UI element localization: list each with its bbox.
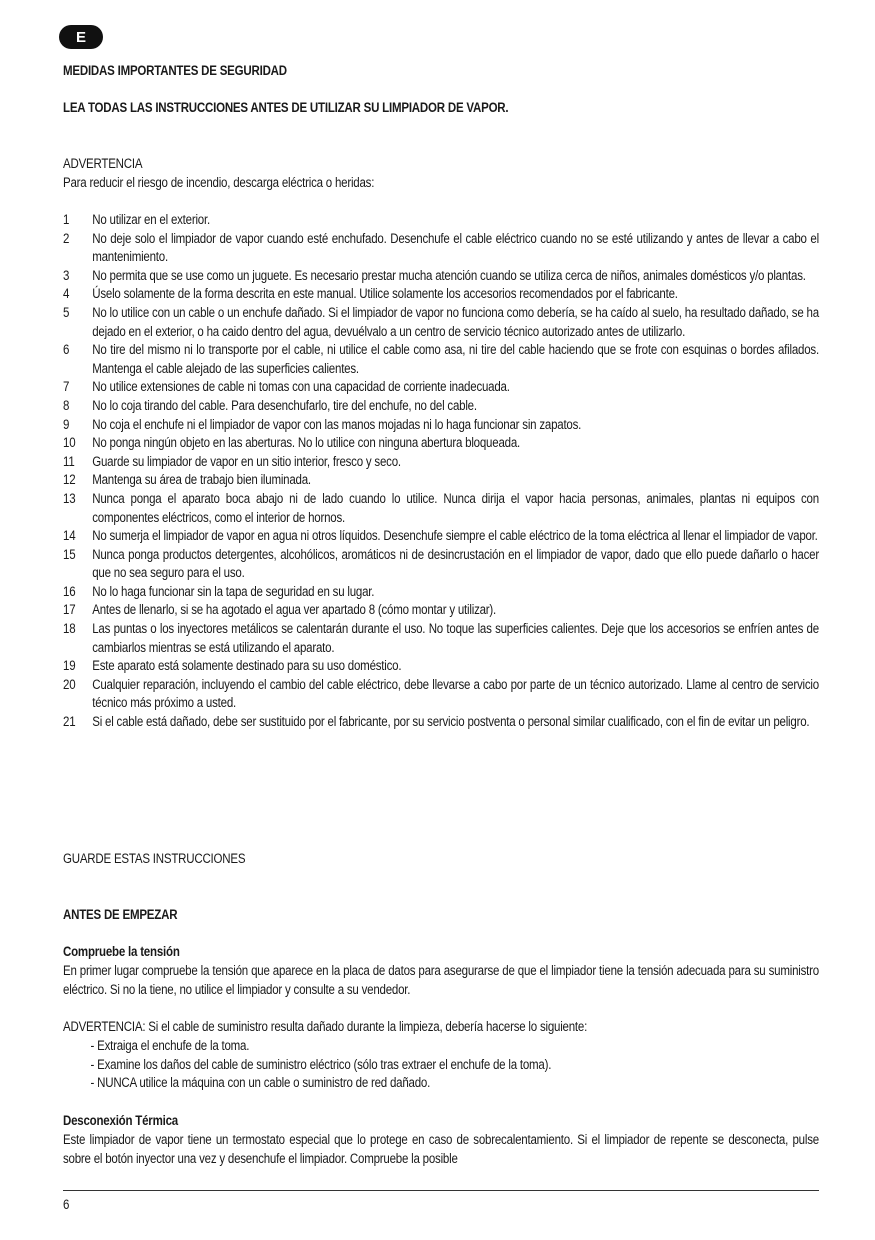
- safety-item: [63, 341, 819, 378]
- safety-item: [63, 211, 819, 230]
- safety-list: [63, 211, 819, 732]
- cable-warning: ADVERTENCIA: Si el cable de suministro resulta dañado durante la limpieza, debería hacerse lo siguiente:: [63, 1019, 588, 1034]
- safety-item-text: No lo utilice con un cable o un enchufe dañado. Si el limpiador de vapor no funciona como debería, se ha caído al suelo, ha resultado dañado, se ha dejado en el exterior, o ha caido dentro del agua, devuélvalo a un centro de servicio técnico autorizado antes de utilizarlo.: [92, 304, 819, 339]
- safety-item-number: 9: [63, 416, 70, 432]
- cable-step: - NUNCA utilice la máquina con un cable o suministro de red dañado.: [90, 1075, 431, 1090]
- safety-item-text: Las puntas o los inyectores metálicos se calentarán durante el uso. No toque las superficies calientes. Deje que los accesorios se enfríen antes de cambiarlos mientras se está utilizando el aparato.: [92, 621, 819, 655]
- safety-item-text: No lo coja tirando del cable. Para desenchufarlo, tire del enchufe, no del cable.: [92, 397, 477, 413]
- voltage-heading: Compruebe la tensión: [63, 944, 180, 959]
- safety-item: [63, 453, 819, 472]
- safety-item-text: Este aparato está solamente destinado para su uso doméstico.: [92, 658, 402, 674]
- safety-item-text: No sumerja el limpiador de vapor en agua ni otros líquidos. Desenchufe siempre el cable eléctrico de la toma eléctrica al llenar el limpiador de vapor.: [92, 528, 818, 544]
- safety-item: [63, 620, 819, 657]
- safety-item: [63, 713, 819, 732]
- safety-item-text: Mantenga su área de trabajo bien iluminada.: [92, 472, 311, 488]
- safety-item-number: 21: [63, 714, 76, 730]
- safety-item-number: 8: [63, 397, 70, 413]
- page-number: 6: [63, 1197, 70, 1212]
- safety-item: [63, 583, 819, 602]
- safety-item-number: 14: [63, 528, 76, 544]
- safety-item: [63, 304, 819, 341]
- safety-item-number: 16: [63, 583, 76, 599]
- safety-item: [63, 267, 819, 286]
- footer-divider: [63, 1190, 819, 1191]
- safety-item-number: 5: [63, 304, 70, 320]
- safety-item-number: 18: [63, 621, 76, 637]
- keep-instructions: GUARDE ESTAS INSTRUCCIONES: [63, 851, 246, 866]
- safety-item-text: Nunca ponga productos detergentes, alcohólicos, aromáticos ni de desincrustación en el limpiador de vapor, dado que ello puede dañarlo o hacer que no sea seguro para el uso.: [92, 546, 819, 581]
- safety-item: [63, 527, 819, 546]
- safety-item-number: 17: [63, 602, 76, 618]
- warning-heading: ADVERTENCIA: [63, 156, 143, 171]
- safety-item: [63, 657, 819, 676]
- safety-item-text: No permita que se use como un juguete. Es necesario prestar mucha atención cuando se utiliza cerca de niños, animales domésticos y/o plantas.: [92, 267, 806, 283]
- safety-item-text: Guarde su limpiador de vapor en un sitio interior, fresco y seco.: [92, 453, 401, 469]
- safety-item-text: No utilizar en el exterior.: [92, 212, 210, 227]
- voltage-text: En primer lugar compruebe la tensión que aparece en la placa de datos para asegurarse de que el limpiador tiene la tensión adecuada para su suministro eléctrico. Si no la tiene, no utilice el limpiador y consulte a su vendedor.: [63, 963, 819, 997]
- safety-item: [63, 676, 819, 713]
- safety-item-text: No deje solo el limpiador de vapor cuando esté enchufado. Desenchufe el cable eléctrico cuando no se esté utilizando y antes de llevar a cabo el mantenimiento.: [92, 230, 819, 265]
- safety-item: [63, 230, 819, 267]
- cable-step: - Extraiga el enchufe de la toma.: [90, 1038, 250, 1053]
- page-subtitle: LEA TODAS LAS INSTRUCCIONES ANTES DE UTILIZAR SU LIMPIADOR DE VAPOR.: [63, 100, 509, 115]
- safety-item-number: 11: [63, 453, 75, 469]
- safety-item-number: 12: [63, 472, 76, 488]
- safety-item-text: No utilice extensiones de cable ni tomas con una capacidad de corriente inadecuada.: [92, 379, 510, 395]
- safety-item: [63, 285, 819, 304]
- thermal-text: Este limpiador de vapor tiene un termostato especial que lo protege en caso de sobrecalentamiento. Si el limpiador de repente se desconecta, pulse sobre el botón inyector una vez y desenchufe el limpiador. Compruebe la posible: [63, 1132, 819, 1166]
- safety-item: [63, 416, 819, 435]
- page-title: MEDIDAS IMPORTANTES DE SEGURIDAD: [63, 63, 287, 78]
- safety-item: [63, 378, 819, 397]
- safety-item-text: Cualquier reparación, incluyendo el cambio del cable eléctrico, debe llevarse a cabo por parte de un técnico autorizado. Llame al centro de servicio técnico más próximo a usted.: [92, 676, 819, 711]
- safety-item-number: 2: [63, 230, 70, 246]
- safety-item: [63, 601, 819, 620]
- safety-item: [63, 397, 819, 416]
- safety-item-number: 4: [63, 286, 70, 302]
- safety-item-number: 1: [63, 212, 70, 227]
- safety-item-number: 19: [63, 658, 76, 674]
- safety-item-text: No lo haga funcionar sin la tapa de seguridad en su lugar.: [92, 583, 375, 599]
- safety-item: [63, 434, 819, 453]
- language-badge: E: [59, 25, 103, 49]
- cable-step: - Examine los daños del cable de suministro eléctrico (sólo tras extraer el enchufe de la toma).: [90, 1057, 552, 1072]
- safety-item-number: 20: [63, 676, 76, 692]
- safety-item-number: 13: [63, 490, 76, 506]
- safety-item-text: No tire del mismo ni lo transporte por el cable, ni utilice el cable como asa, ni tire del cable haciendo que se frote con esquinas o bordes afilados. Mantenga el cable alejado de las superficies calientes.: [92, 342, 819, 376]
- safety-item: [63, 471, 819, 490]
- safety-item-text: Nunca ponga el aparato boca abajo ni de lado cuando lo utilice. Nunca dirija el vapor hacia personas, animales, plantas ni equipos con componentes eléctricos, como el interior de hornos.: [92, 490, 819, 525]
- before-heading: ANTES DE EMPEZAR: [63, 907, 178, 922]
- safety-item: [63, 546, 819, 583]
- thermal-heading: Desconexión Térmica: [63, 1113, 178, 1128]
- safety-item-text: No ponga ningún objeto en las aberturas. No lo utilice con ninguna abertura bloqueada.: [92, 435, 520, 451]
- safety-item-text: Úselo solamente de la forma descrita en este manual. Utilice solamente los accesorios recomendados por el fabricante.: [92, 286, 678, 302]
- warning-intro: Para reducir el riesgo de incendio, descarga eléctrica o heridas:: [63, 175, 375, 190]
- safety-item-text: Antes de llenarlo, si se ha agotado el agua ver apartado 8 (cómo montar y utilizar).: [92, 602, 497, 618]
- safety-item-number: 7: [63, 379, 70, 395]
- safety-item-number: 3: [63, 267, 70, 283]
- safety-item-number: 6: [63, 342, 70, 358]
- safety-item-number: 10: [63, 435, 76, 451]
- safety-item: [63, 490, 819, 527]
- safety-item-number: 15: [63, 546, 76, 562]
- safety-item-text: Si el cable está dañado, debe ser sustituido por el fabricante, por su servicio postventa o personal similar cualificado, con el fin de evitar un peligro.: [92, 714, 810, 730]
- safety-item-text: No coja el enchufe ni el limpiador de vapor con las manos mojadas ni lo haga funcionar sin zapatos.: [92, 416, 582, 432]
